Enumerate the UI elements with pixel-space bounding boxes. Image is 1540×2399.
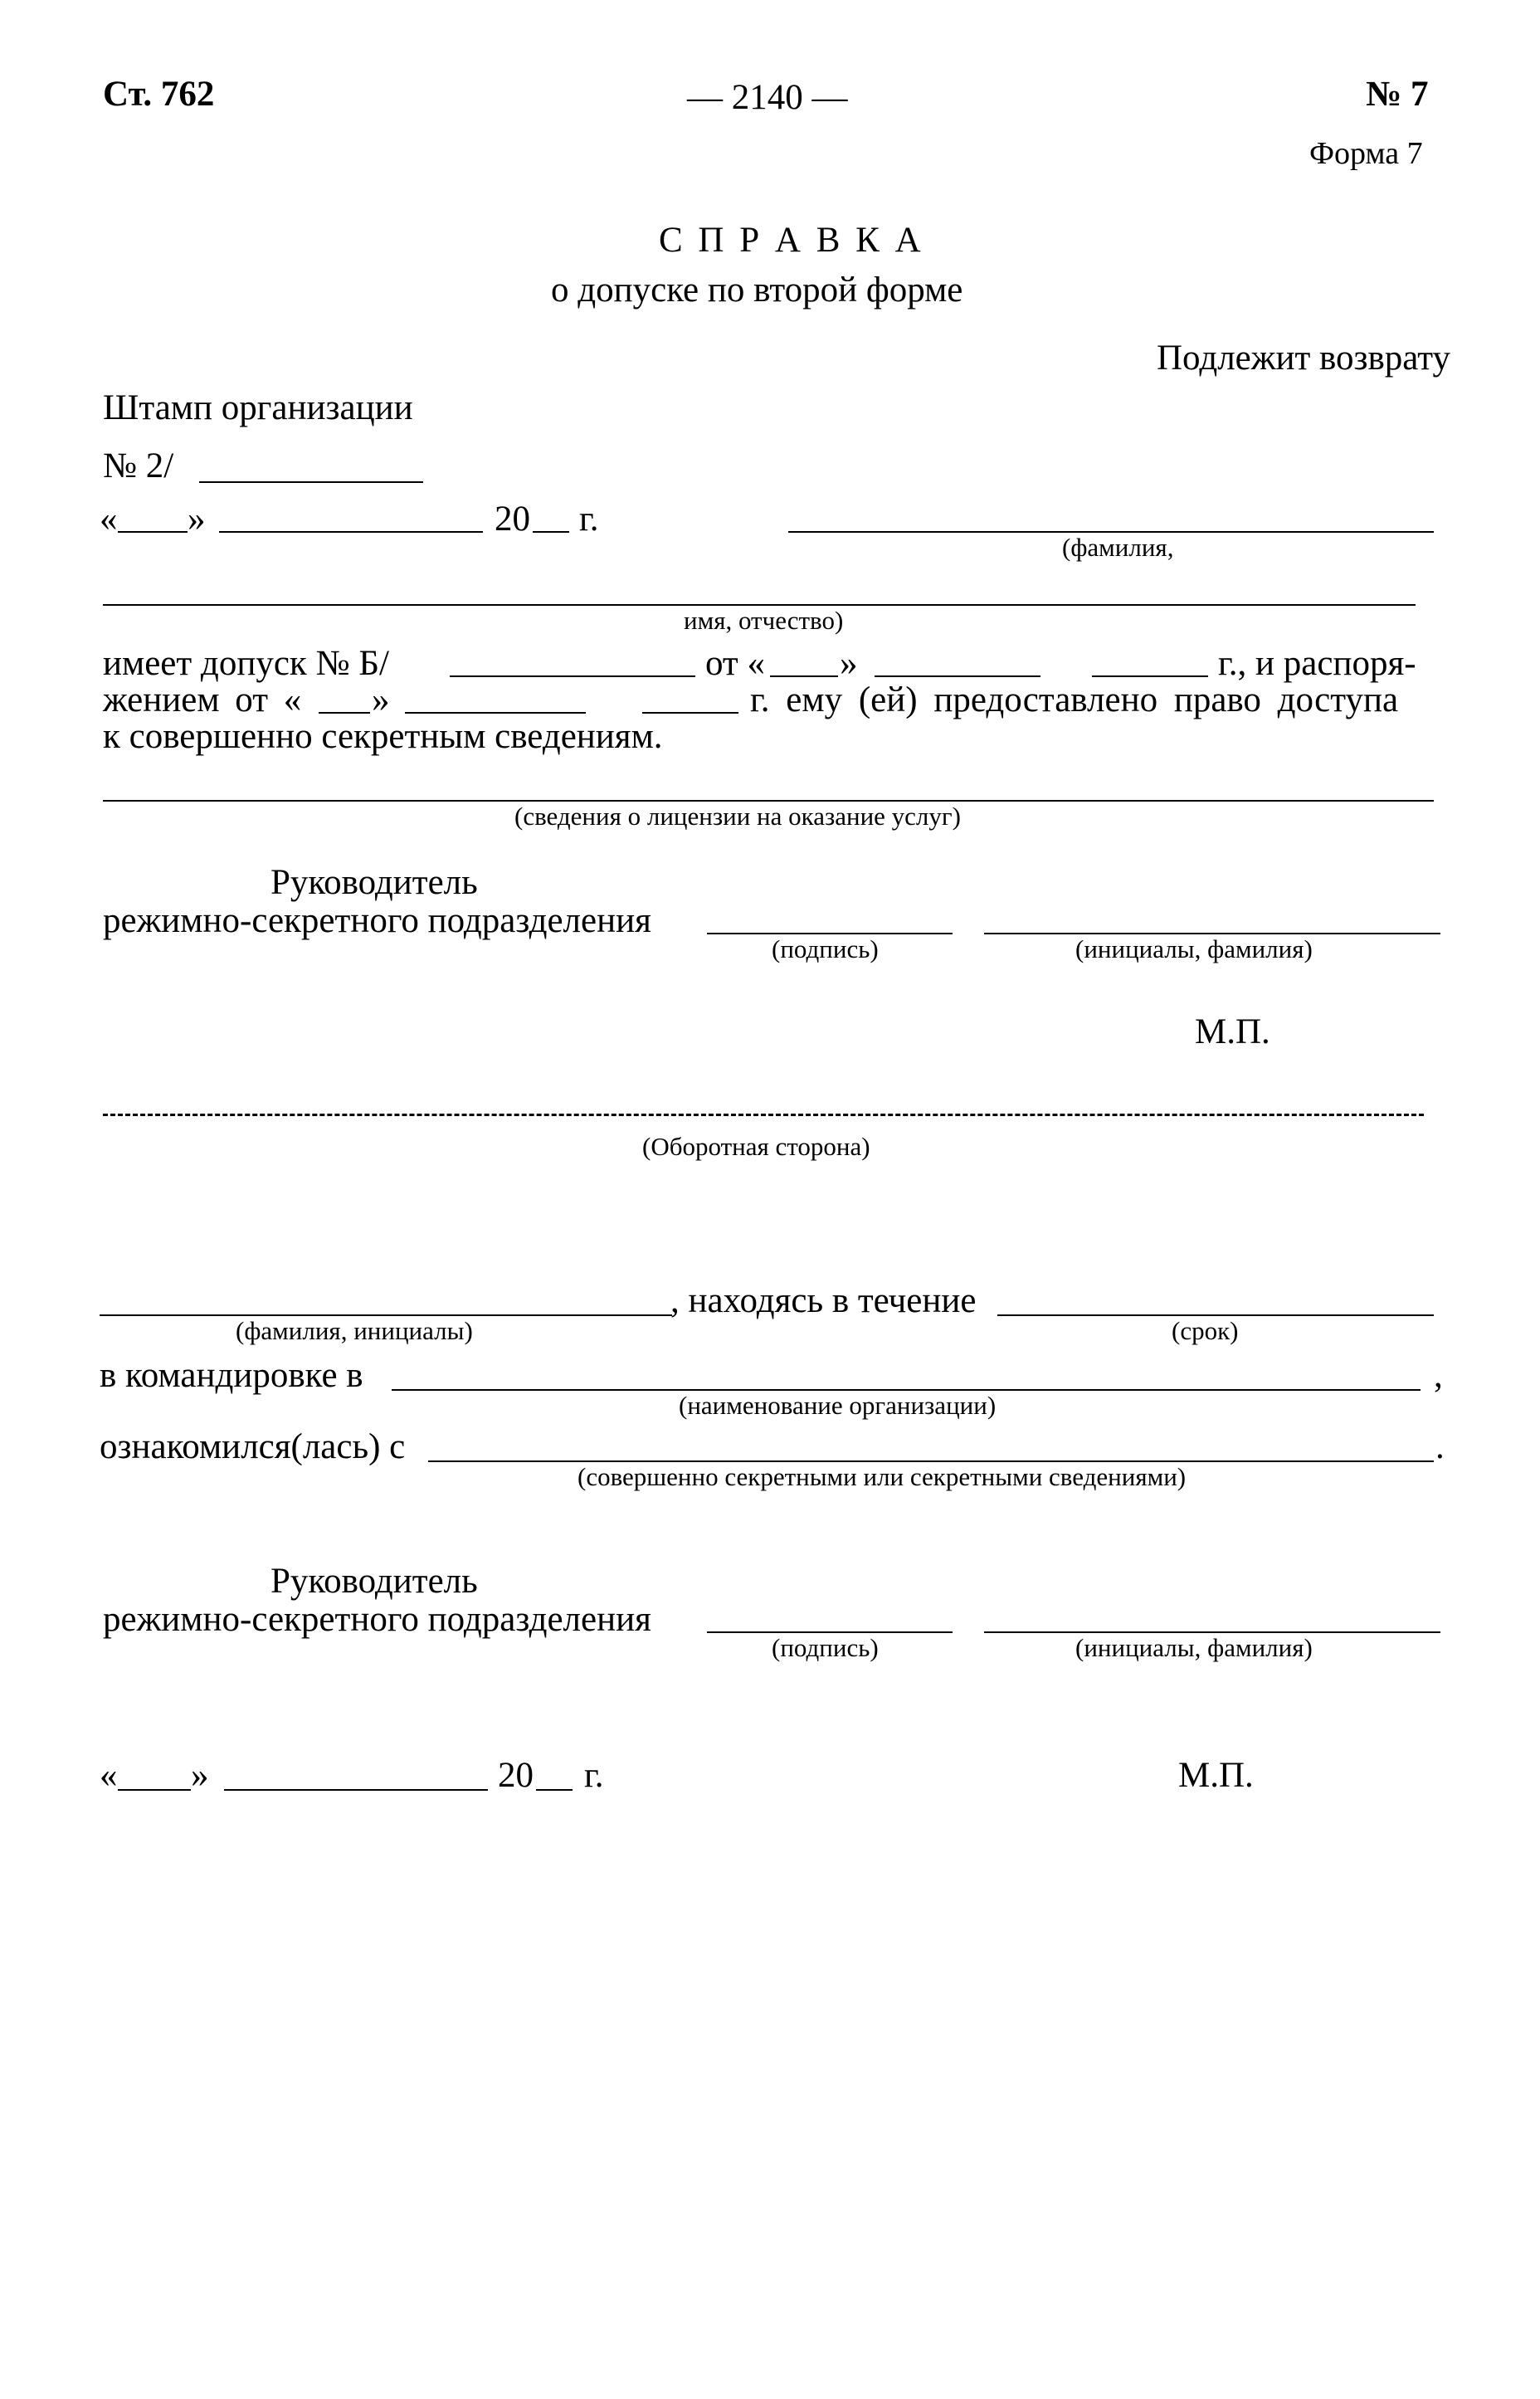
document-subtitle: о допуске по второй форме	[551, 271, 963, 310]
back-date-year-suffix: г.	[584, 1756, 604, 1795]
order-year-field[interactable]	[642, 712, 738, 714]
back-date-month-field[interactable]	[224, 1789, 488, 1791]
date-quote-close: »	[188, 500, 206, 539]
seal-place-front: М.П.	[1195, 1012, 1270, 1051]
order-day-field[interactable]	[319, 712, 370, 714]
initials-hint-back: (инициалы, фамилия)	[1075, 1633, 1313, 1662]
cut-line	[103, 1114, 1424, 1116]
return-note: Подлежит возврату	[1157, 339, 1450, 378]
access-year-field[interactable]	[1092, 675, 1208, 677]
order-from-close: »	[372, 680, 390, 719]
access-day-field[interactable]	[770, 675, 838, 677]
access-month-field[interactable]	[875, 675, 1040, 677]
number-field[interactable]	[199, 481, 423, 483]
term-hint: (срок)	[1172, 1316, 1239, 1345]
during-text: , находясь в течение	[670, 1281, 977, 1320]
order-month-field[interactable]	[405, 712, 586, 714]
back-date-year-field[interactable]	[536, 1789, 573, 1791]
trip-text: в командировке в	[100, 1356, 363, 1395]
back-date-year-prefix: 20	[498, 1756, 534, 1795]
acquainted-dot: .	[1435, 1427, 1445, 1466]
seal-place-back: М.П.	[1178, 1756, 1254, 1795]
surname-hint: (фамилия,	[1062, 533, 1174, 562]
number-prefix: № 2/	[103, 446, 174, 485]
issue-number: № 7	[1366, 75, 1429, 114]
initials-hint: (инициалы, фамилия)	[1075, 934, 1313, 963]
access-text-3: к совершенно секретным сведениям.	[103, 717, 663, 756]
date-year-field[interactable]	[533, 531, 569, 533]
back-date-quote-open: «	[100, 1756, 118, 1795]
head-title-line-1-back: Руководитель	[270, 1562, 478, 1601]
secret-info-hint: (совершенно секретными или секретными сведениями)	[578, 1462, 1187, 1491]
access-from-close: »	[840, 644, 858, 683]
back-date-day-field[interactable]	[118, 1789, 191, 1791]
form-label: Форма 7	[1309, 136, 1423, 171]
back-date-quote-close: »	[191, 1756, 209, 1795]
access-number-field[interactable]	[450, 675, 695, 677]
access-text-2: г., и распоря-	[1218, 644, 1416, 683]
date-month-field[interactable]	[219, 531, 483, 533]
signature-hint-back: (подпись)	[772, 1633, 879, 1662]
article-number: Ст. 762	[103, 75, 215, 114]
trip-comma: ,	[1434, 1356, 1443, 1395]
date-year-suffix: г.	[579, 500, 599, 539]
order-text-1: жением от «	[103, 680, 302, 719]
date-day-field[interactable]	[118, 531, 188, 533]
access-from-open: от «	[705, 644, 765, 683]
head-title-line-2-back: режимно-секретного подразделения	[103, 1600, 651, 1639]
head-title-line-2: режимно-секретного подразделения	[103, 901, 651, 940]
reverse-side-label: (Оборотная сторона)	[642, 1132, 870, 1161]
document-title: С П Р А В К А	[659, 221, 924, 260]
date-quote-open: «	[100, 500, 118, 539]
name-patronymic-hint: имя, отчество)	[684, 606, 844, 635]
head-title-line-1: Руководитель	[270, 863, 478, 902]
signature-hint: (подпись)	[772, 934, 879, 963]
fio-hint: (фамилия, инициалы)	[236, 1316, 473, 1345]
organization-hint: (наименование организации)	[679, 1391, 997, 1420]
page-number: — 2140 —	[687, 78, 848, 117]
order-text-2: г. ему (ей) предоставлено право доступа	[750, 680, 1399, 719]
license-hint: (сведения о лицензии на оказание услуг)	[514, 802, 961, 831]
date-year-prefix: 20	[495, 500, 530, 539]
organization-stamp-label: Штамп организации	[103, 388, 413, 427]
acquainted-text: ознакомился(лась) с	[100, 1427, 406, 1466]
access-text-1: имеет допуск № Б/	[103, 644, 389, 683]
